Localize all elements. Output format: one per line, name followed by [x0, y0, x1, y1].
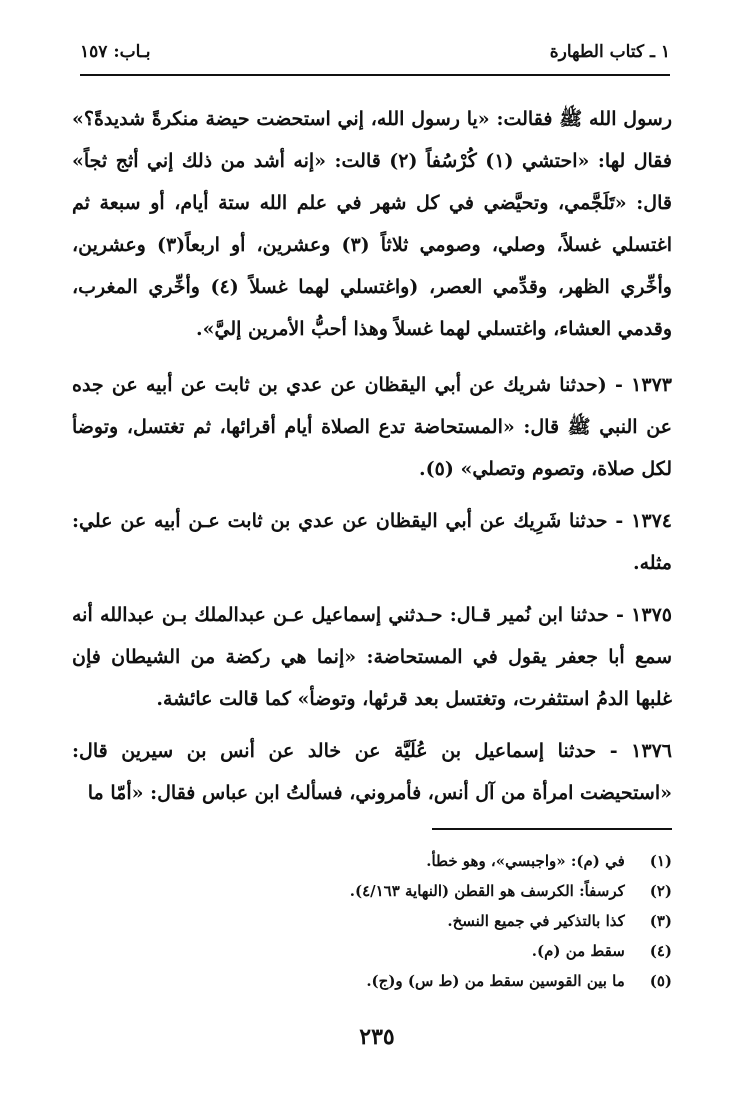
- footnote-text: كذا بالتذكير في جميع النسخ.: [447, 912, 625, 930]
- footnote-text: في (م): «واجبسي»، وهو خطأ.: [426, 852, 625, 870]
- hadith-1374: ١٣٧٤ - حدثنا شَرِيك عن أبي اليقظان عن عدي بن ثابت عـن أبيه عن علي: مثله.: [72, 510, 672, 574]
- footnote-item: [80, 936, 672, 966]
- page-number: ٢٣٥: [359, 1024, 395, 1050]
- footnotes: [80, 846, 672, 996]
- footnote-item: [80, 966, 672, 996]
- hadith-1373: ١٣٧٣ - (حدثنا شريك عن أبي اليقظان عن عدي بن ثابت عن أبيه عن جده عن النبي ﷺ قال: «المستحاضة تدع الصلاة أيام أقرائها، ثم تغتسل، وتوضأ لكل صلاة، وتصوم وتصلي» (٥).: [72, 374, 672, 480]
- footnote-text: ما بين القوسين سقط من (ط س) و(ج).: [366, 972, 625, 990]
- paragraph-continuation: رسول الله ﷺ فقالت: «يا رسول الله، إني استحضت حيضة منكرةً شديدةً؟» فقال لها: «احتشي (١) كُرْسُفاً (٢) قالت: «إنه أشد من ذلك إني أثج ثجاً» قال: «تَلَجَّمي، وتحيَّضي في كل شهر في علم الله ستة أيام، أو سبعة ثم اغتسلي غسلاً، وصلي، وصومي ثلاثاً (٣) وعشرين، أو اربعاً(٣) وعشرين، وأخِّري الظهر، وقدِّمي العصر، (واغتسلي لهما غسلاً (٤) وأخِّري المغرب، وقدمي العشاء، واغتسلي لهما غسلاً وهذا أحبُّ الأمرين إليَّ».: [72, 108, 673, 340]
- footnote-divider: [432, 828, 672, 830]
- footnote-number: (٤): [649, 942, 672, 960]
- hadith-1375: ١٣٧٥ - حدثنا ابن نُمير قـال: حـدثني إسماعيل عـن عبدالملك بـن عبدالله أنه سمع أبا جعفر يقول في المستحاضة: «إنما هي ركضة من الشيطان فإن غلبها الدمُ استثفرت، وتغتسل بعد قرئها، وتوضأ» كما قالت عائشة.: [72, 604, 672, 710]
- header-divider: [80, 74, 670, 76]
- footnote-number: (٥): [649, 972, 672, 990]
- section-label: بـاب: ١٥٧: [80, 42, 151, 62]
- footnote-item: [80, 876, 672, 906]
- footnote-text: كرسفاً: الكرسف هو القطن (النهاية ٤/١٦٣).: [349, 882, 625, 900]
- chapter-title: ١ ـ كتاب الطهارة: [549, 42, 670, 62]
- running-header: [80, 38, 670, 70]
- footnote-item: [80, 846, 672, 876]
- footnote-number: (١): [649, 852, 672, 870]
- hadith-1376: ١٣٧٦ - حدثنا إسماعيل بن عُلَيَّة عن خالد عن أنس بن سيرين قال: «استحيضت امرأة من آل أنس، فأمروني، فسألتُ ابن عباس فقال: «أمّا ما: [72, 740, 672, 804]
- main-text: [72, 98, 672, 824]
- footnote-item: [80, 906, 672, 936]
- footnote-number: (٢): [649, 882, 672, 900]
- footnote-number: (٣): [649, 912, 672, 930]
- footnote-text: سقط من (م).: [531, 942, 625, 960]
